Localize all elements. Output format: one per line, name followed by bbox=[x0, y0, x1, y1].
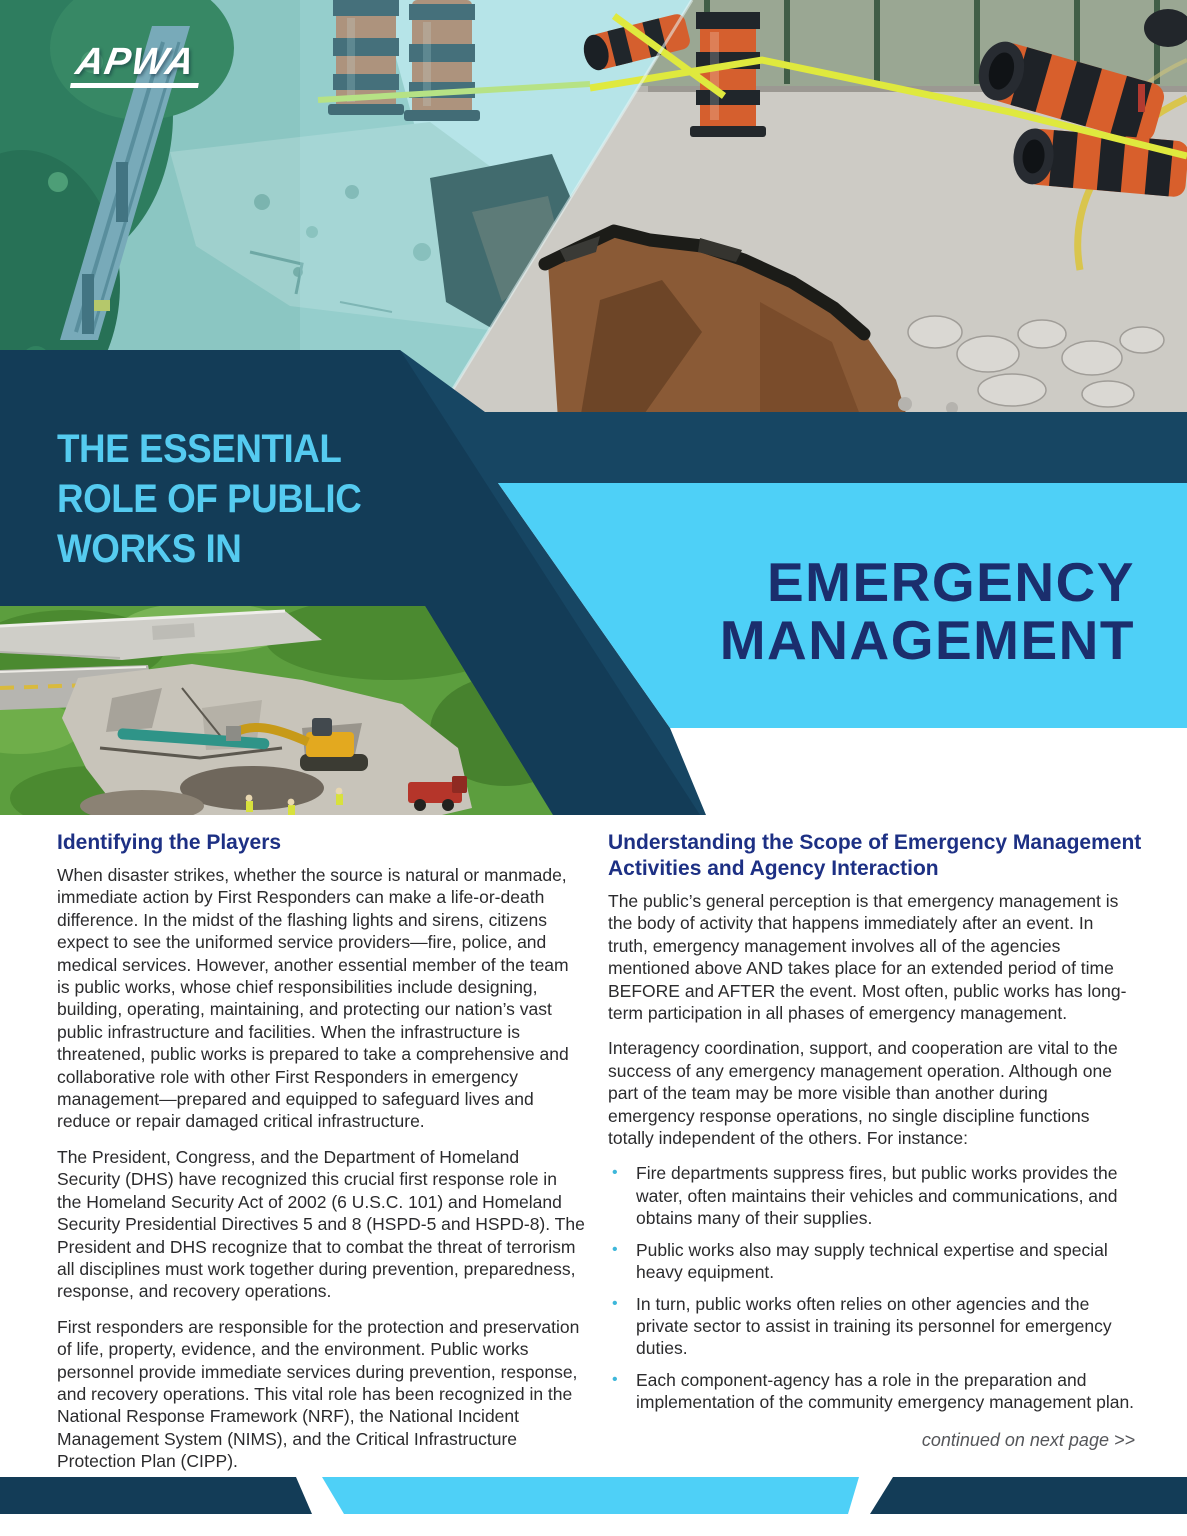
paragraph: The President, Congress, and the Department of Homeland Security (DHS) have recognized this crucial first response role in the Homeland Security Act of 2002 (6 U.S.C. 101) and Homeland Security Presidential Directives 5 and 8 (HSPD-5 and HSPD-8). The President and DHS recognize that to combat the threat of terrorism all disciplines must work together during prevention, preparedness, response, and recovery operations. bbox=[57, 1146, 585, 1302]
marker-stake bbox=[1138, 84, 1145, 112]
bullet-icon: • bbox=[612, 1294, 618, 1312]
banner-title-line: EMERGENCY bbox=[767, 551, 1135, 613]
paragraph: The public’s general perception is that emergency management is the body of activity that happens immediately after an event. In truth, emergency management involves all of the agencies mentioned above AND takes place for an extended period of time BEFORE and AFTER the event. Most often, public works has long-term participation in all phases of emergency management. bbox=[608, 891, 1127, 1024]
bullet-icon: • bbox=[612, 1164, 618, 1182]
list-item: • Public works also may supply technical expertise and special heavy equipment. bbox=[612, 1239, 1108, 1283]
paragraph: Interagency coordination, support, and cooperation are vital to the success of any emergency management operation. Although one part of the team may be more visible than another during emergency response operations, no single discipline functions totally independent of the others. For instance: bbox=[608, 1038, 1118, 1149]
right-section-heading: Understanding the Scope of Emergency Management Activities and Agency Interaction bbox=[608, 831, 1142, 880]
page-title bbox=[57, 424, 361, 574]
footer-band bbox=[0, 1477, 1187, 1514]
column-left bbox=[57, 830, 586, 1486]
page-title-line: THE ESSENTIAL bbox=[57, 427, 342, 471]
list-item: • Each component-agency has a role in the preparation and implementation of the community emergency management plan. bbox=[612, 1369, 1135, 1413]
left-section-heading: Identifying the Players bbox=[57, 831, 282, 854]
page-title-line: ROLE OF PUBLIC bbox=[57, 477, 362, 521]
list-item: • Fire departments suppress fires, but public works provides the water, often maintains their vehicles and communications, and obtains many of their supplies. bbox=[612, 1163, 1118, 1229]
bullet-icon: • bbox=[612, 1370, 618, 1388]
continued-note: continued on next page >> bbox=[921, 1429, 1135, 1450]
banner-title-line: MANAGEMENT bbox=[719, 609, 1135, 671]
paragraph: When disaster strikes, whether the source is natural or manmade, immediate action by First Responders can make a life-or-death difference. In the midst of the flashing lights and sirens, citizens expect to see the uniformed service providers—fire, police, and medical services. However, another essential member of the team is public works, whose chief responsibilities include designing, building, operating, maintaining, and protecting our nation’s vast public infrastructure and facilities. When the infrastructure is threatened, public works is prepared to take a comprehensive and collaborative role with other First Responders in emergency management—prepared and equipped to safeguard lives and reduce or repair damaged critical infrastructure. bbox=[57, 865, 569, 1132]
apwa-logo-text: APWA bbox=[70, 42, 206, 88]
list-item: • In turn, public works often relies on other agencies and the private sector to assist in training its personnel for emergency duties. bbox=[612, 1293, 1112, 1359]
apwa-logo bbox=[70, 42, 206, 88]
banner-title bbox=[720, 553, 1135, 669]
article-body bbox=[57, 830, 1142, 1486]
construction-barrel bbox=[690, 12, 766, 137]
column-right bbox=[608, 830, 1142, 1486]
page-title-line: WORKS IN bbox=[57, 527, 242, 571]
paragraph: First responders are responsible for the protection and preservation of life, property, evidence, and the environment. Public works personnel provide immediate services during prevention, response, and recovery operations. This vital role has been recognized in the National Response Framework (NRF), the National Incident Management System (NIMS), and the Critical Infrastructure Protection Plan (CIPP). bbox=[57, 1316, 580, 1472]
bullet-list bbox=[608, 1162, 1137, 1413]
bullet-icon: • bbox=[612, 1240, 618, 1258]
